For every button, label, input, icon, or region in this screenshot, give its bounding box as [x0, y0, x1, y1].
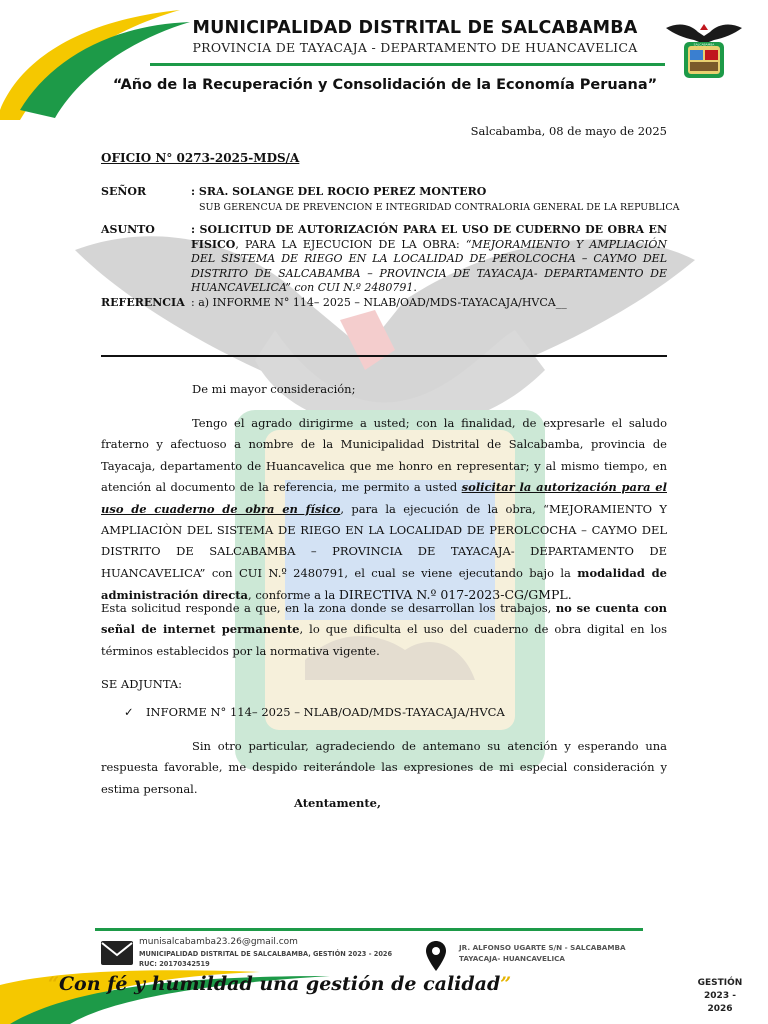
province-subtitle: PROVINCIA DE TAYACAJA - DEPARTAMENTO DE HUANCAVELICA	[192, 40, 638, 55]
adjunta-item	[124, 705, 505, 719]
gestion-label: GESTIÓN	[697, 978, 743, 988]
footer-divider	[95, 928, 643, 931]
mail-icon	[100, 940, 134, 966]
p1-directive: DIRECTIVA N.º 017-2023-CG/GMPL.	[338, 587, 572, 603]
paragraph-2	[101, 598, 667, 662]
slogan-text: Con fé y humildad una gestión de calidad	[58, 973, 501, 995]
recipient-department: SUB GERENCUA DE PREVENCION E INTEGRIDAD CONTRALORIA GENERAL DE LA REPUBLICA	[199, 202, 680, 213]
footer-address-2: TAYACAJA- HUANCAVELICA	[459, 954, 565, 963]
referencia-label: REFERENCIA	[101, 296, 185, 309]
p2-text-c: , lo que dificulta el uso del cuaderno de obra digital en los términos establecidos por la normativa vigente.	[101, 622, 667, 658]
footer-address-1: JR. ALFONSO UGARTE S/N - SALCABAMBA	[459, 943, 626, 952]
p2-emphasis: no se cuenta con señal de internet permanente	[101, 601, 668, 637]
document-date: Salcabamba, 08 de mayo de 2025	[470, 124, 667, 138]
recipient-name: : SRA. SOLANGE DEL ROCIO PEREZ MONTERO	[191, 185, 487, 198]
header-divider	[150, 63, 665, 66]
crest-label: SALCABAMBA	[693, 42, 715, 47]
crest-icon	[664, 14, 744, 80]
gestion-years: 2023 - 2026	[704, 991, 736, 1014]
senor-label: SEÑOR	[101, 185, 147, 198]
asunto-text	[191, 223, 667, 296]
adjunta-label: SE ADJUNTA:	[101, 677, 183, 691]
footer-email: munisalcabamba23.26@gmail.com	[139, 937, 298, 947]
p1-text-a: Tengo el agrado dirigirme a usted; con la finalidad, de expresarle el saludo fraterno y afectuoso a nombre de la Municipalidad Distrital de Salcabamba, provincia de Tayacaja, departamento de Huancavelica que me honro en representar; y al mismo tiempo, en atención al documento de la referencia, me permito a usted	[101, 416, 667, 495]
location-pin-icon	[425, 940, 447, 972]
referencia-value: : a) INFORME N° 114– 2025 – NLAB/OAD/MDS-TAYACAJA/HVCA__	[191, 296, 567, 309]
year-motto: “Año de la Recuperación y Consolidación de la Economía Peruana”	[112, 77, 658, 93]
check-icon: ✓	[124, 705, 134, 719]
footer-ruc: RUC: 20170342519	[139, 960, 210, 968]
p1-modality: modalidad de administración directa	[101, 565, 667, 603]
section-divider	[101, 355, 667, 357]
oficio-number: OFICIO N° 0273-2025-MDS/A	[101, 151, 300, 165]
footer-municipality: MUNICIPALIDAD DISTRITAL DE SALCALBAMBA, GESTIÓN 2023 - 2026	[139, 950, 393, 958]
slogan-open-quote: “	[48, 973, 59, 995]
asunto-bold: : SOLICITUD DE AUTORIZACIÓN PARA EL USO DE CUDERNO DE OBRA EN FISICO	[191, 223, 667, 251]
p2-text-a: Esta solicitud responde a que, en la zona donde se desarrollan los trabajos,	[101, 601, 556, 615]
closing: Atentamente,	[294, 796, 381, 810]
slogan-close-quote: ”	[500, 973, 512, 995]
adjunta-item-text: INFORME N° 114– 2025 – NLAB/OAD/MDS-TAYACAJA/HVCA	[146, 705, 505, 719]
footer-slogan	[48, 973, 511, 995]
municipality-title: MUNICIPALIDAD DISTRITAL DE SALCABAMBA	[192, 18, 638, 38]
asunto-italic: “MEJORAMIENTO Y AMPLIACIÓN DEL SISTEMA DE RIEGO EN LA LOCALIDAD DE PEROLCOCHA – CAYMO DEL DISTRITO DE SALCABAMBA – PROVINCIA DE TAYACAJA- DEPARTAMENTO DE HUANCAVELICA” con CUI N.º 2480791	[191, 237, 667, 295]
asunto-normal: , PARA LA EJECUCION DE LA OBRA:	[235, 237, 466, 251]
p1-text-b: , para la ejecución de la obra, “MEJORAMIENTO Y AMPLIACIÒN DEL SISTEMA DE RIEGO EN LA LOCALIDAD DE PEROLCOCHA – CAYMO DEL DISTRITO DE SALCABAMBA – PROVINCIA DE TAYACAJA- DEPARTAMENTO DE HUANCAVELICA” con CUI N.º 2480791, el cual se viene ejecutando bajo la	[101, 501, 667, 580]
paragraph-1	[101, 413, 667, 607]
asunto-end: .	[413, 281, 417, 295]
salutation: De mi mayor consideración;	[192, 382, 356, 396]
gestion-badge	[690, 977, 750, 1016]
p1-request: solicitar la autorización para el uso de cuaderno de obra en físico	[101, 480, 667, 516]
asunto-label: ASUNTO	[101, 223, 155, 236]
paragraph-3: Sin otro particular, agradeciendo de antemano su atención y esperando una respuesta favorable, me despido reiterándole las expresiones de mi especial consideración y estima personal.	[101, 739, 667, 796]
p1-text-c: , conforme a la	[248, 588, 339, 603]
